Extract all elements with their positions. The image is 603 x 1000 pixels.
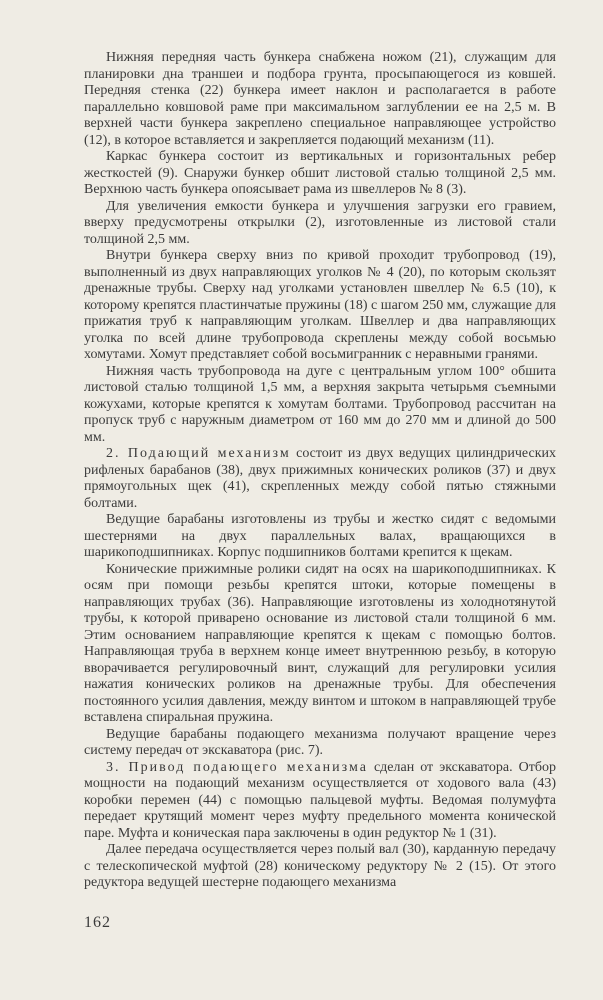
paragraph-pipeline-lower: Нижняя часть трубопровода на дуге с центральным углом 100° обшита листовой сталью толщиной 1,5 мм, а верхняя закрыта четырьмя съемными кожухами, которые крепятся к хомутам болтами. Трубопровод рассчитан на пропуск труб с наружным диаметром от 160 мм до 270 мм и длиной до 500 мм.: [84, 363, 556, 445]
paragraph-transmission: Далее передача осуществляется через полый вал (30), карданную передачу с телескопической муфтой (28) коническому редуктору № 2 (15). От этого редуктора ведущей шестерне подающего механизма: [84, 842, 556, 890]
paragraph-bunker-capacity: Для увеличения емкости бункера и улучшения загрузки его гравием, вверху предусмотрены открылки (2), изготовленные из листовой стали толщиной 2,5 мм.: [84, 198, 556, 247]
paragraph-feed-mechanism-text: состоит из двух ведущих цилиндрических рифленых барабанов (38), двух прижимных конических роликов (37) и двух прямоугольных щек (41), скрепленных между собой пятью стяжными болтами.: [84, 446, 556, 511]
paragraph-drive-text: сделан от экскаватора. Отбор мощности на подающий механизм осуществляется от ходового вала (43) коробки перемен (44) с помощью пальцевой муфты. Ведомая полумуфта передает крутящий момент через муфту предельного момента конической паре. Муфта и коническая пара заключены в один редуктор № 1 (31).: [84, 759, 556, 841]
paragraph-conical-rollers: Конические прижимные ролики сидят на осях на шарикоподшипниках. К осям при помощи резьбы крепятся штоки, которые помещены в направляющих трубах (36). Направляющие изготовлены из холоднотянутой трубы, к которой приварено основание из листовой стали толщиной 6 мм. Этим основанием направляющие крепятся к щекам с помощью болтов. Направляющая труба в верхнем конце имеет внутреннюю резьбу, в которую вворачивается регулировочный винт, служащий для регулировки усилия нажатия конических роликов на дренажные трубы. Для обеспечения постоянного усилия давления, между винтом и штоком в направляющей трубе вставлена спиральная пружина.: [84, 561, 556, 725]
paragraph-pipeline: Внутри бункера сверху вниз по кривой проходит трубопровод (19), выполненный из двух направляющих уголков № 4 (20), по которым скользят дренажные трубы. Сверху над уголками установлен швеллер № 6.5 (10), к которому крепятся пластинчатые пружины (18) с шагом 250 мм, служащие для прижатия труб к направляющим уголкам. Швеллер и два направляющих уголка по всей длине трубопровода скреплены между собой восьмью хомутами. Хомут представляет собой восьмигранник с неравными гранями.: [84, 248, 556, 362]
paragraph-drive-drums: Ведущие барабаны изготовлены из трубы и жестко сидят с ведомыми шестернями на двух параллельных валах, вращающихся в шарикоподшипниках. Корпус подшипников болтами крепится к щекам.: [84, 512, 556, 560]
paragraph-drive: [84, 760, 556, 843]
paragraph-bunker-front: Нижняя передняя часть бункера снабжена ножом (21), служащим для планировки дна траншеи и подбора грунта, просыпающегося из ковшей. Передняя стенка (22) бункера имеет наклон и располагается в работе параллельно ковшовой раме при максимальном заглублении ее на 2,5 м. В верхней части бункера закреплено специальное направляющее устройство (12), в которое вставляется и закрепляется подающий механизм (11).: [84, 50, 556, 148]
section-heading-drive: 3. Привод подающего механизма: [106, 759, 368, 775]
paragraph-drum-rotation: Ведущие барабаны подающего механизма получают вращение через систему передач от экскаватора (рис. 7).: [84, 726, 556, 758]
page-number: 162: [84, 914, 111, 931]
paragraph-feed-mechanism: [84, 446, 556, 512]
section-heading-feed-mechanism: 2. Подающий механизм: [106, 446, 291, 461]
paragraph-bunker-frame: Каркас бункера состоит из вертикальных и горизонтальных ребер жесткостей (9). Снаружи бункер обшит листовой сталью толщиной 2,5 мм. Верхнюю часть бункера опоясывает рама из швеллеров № 8 (3).: [84, 149, 556, 197]
body-text: [84, 50, 556, 892]
